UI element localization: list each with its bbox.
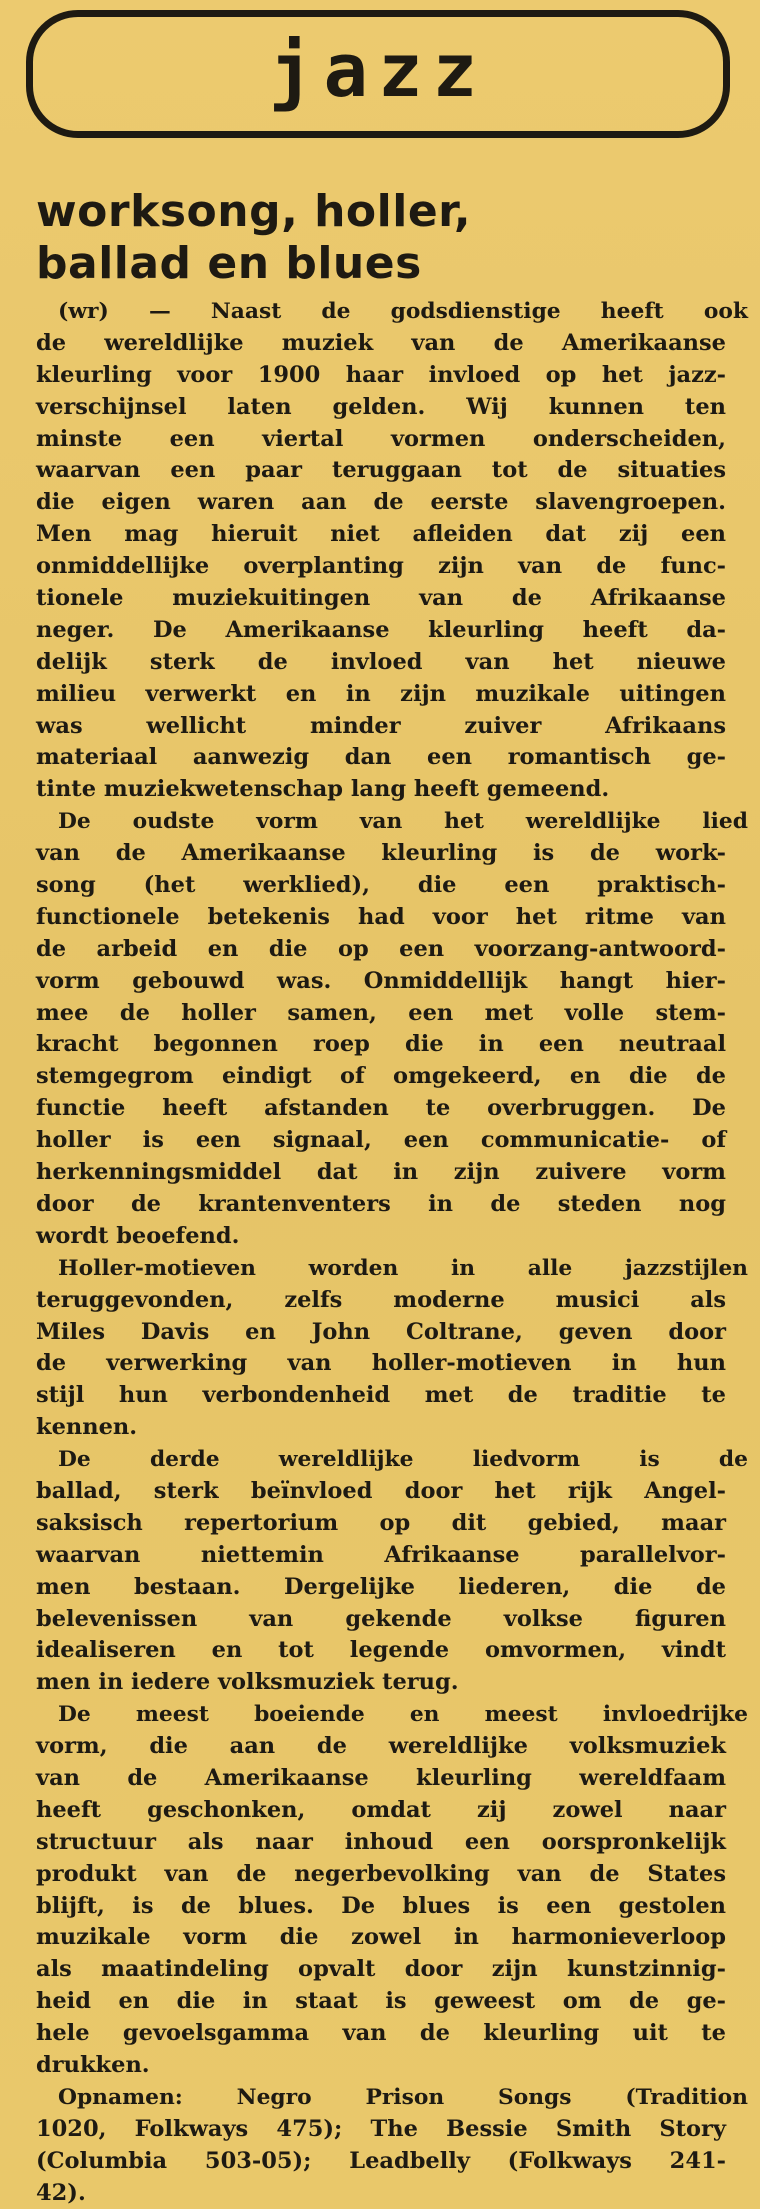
text-line: De oudste vorm van het wereldlijke lied <box>58 809 748 835</box>
text-line: De meest boeiende en meest invloedrijke <box>58 1702 748 1728</box>
text-line: muzikale vorm die zowel in harmonieverloop <box>36 1924 726 1951</box>
text-line: hele gevoelsgamma van de kleurling uit te <box>36 2020 726 2047</box>
text-line: functie heeft afstanden te overbruggen. De <box>36 1095 726 1122</box>
paragraph-5 <box>36 1699 748 2082</box>
text-line: vorm gebouwd was. Onmiddellijk hangt hier- <box>36 967 726 994</box>
text-line: kennen. <box>36 1414 138 1441</box>
text-line: waarvan niettemin Afrikaanse parallelvor- <box>36 1541 726 1568</box>
column-masthead <box>26 10 730 138</box>
text-line: belevenissen van gekende volkse figuren <box>36 1605 726 1632</box>
text-line: idealiseren en tot legende omvormen, vindt <box>36 1637 726 1664</box>
text-line: tinte muziekwetenschap lang heeft gemeend. <box>36 776 610 803</box>
text-line: mee de holler samen, een met volle stem- <box>36 999 726 1026</box>
paragraph-recordings <box>36 2082 748 2209</box>
headline-line: worksong, holler, <box>36 186 472 237</box>
text-line: milieu verwerkt en in zijn muzikale uitingen <box>36 680 726 707</box>
text-line: neger. De Amerikaanse kleurling heeft da- <box>36 616 726 643</box>
text-line: onmiddellijke overplanting zijn van de func- <box>36 553 726 580</box>
text-line: teruggevonden, zelfs moderne musici als <box>36 1286 726 1313</box>
text-line: song (het werklied), die een praktisch- <box>36 872 726 899</box>
text-line: wordt beoefend. <box>36 1222 240 1249</box>
text-line: was wellicht minder zuiver Afrikaans <box>36 712 726 739</box>
text-line: door de krantenventers in de steden nog <box>36 1190 726 1217</box>
text-line: waarvan een paar teruggaan tot de situaties <box>36 457 726 484</box>
text-line: stemgegrom eindigt of omgekeerd, en die de <box>36 1063 726 1090</box>
text-line: stijl hun verbondenheid met de traditie te <box>36 1382 726 1409</box>
text-line: saksisch repertorium op dit gebied, maar <box>36 1509 726 1536</box>
text-line: vorm, die aan de wereldlijke volksmuziek <box>36 1733 726 1760</box>
text-line: holler is een signaal, een communicatie- of <box>36 1127 726 1154</box>
text-line: men bestaan. Dergelijke liederen, die de <box>36 1573 726 1600</box>
text-line: kracht begonnen roep die in een neutraal <box>36 1031 726 1058</box>
text-line: produkt van de negerbevolking van de States <box>36 1860 726 1887</box>
text-line: functionele betekenis had voor het ritme van <box>36 903 726 930</box>
text-line: drukken. <box>36 2051 150 2078</box>
text-line: heeft geschonken, omdat zij zowel naar <box>36 1796 726 1823</box>
text-line: tionele muziekuitingen van de Afrikaanse <box>36 585 726 612</box>
article-body <box>36 296 748 2209</box>
text-line: heid en die in staat is geweest om de ge- <box>36 1988 726 2015</box>
text-line: delijk sterk de invloed van het nieuwe <box>36 648 726 675</box>
text-line: van de Amerikaanse kleurling wereldfaam <box>36 1764 726 1791</box>
text-line: ballad, sterk beïnvloed door het rijk Angel- <box>36 1477 726 1504</box>
headline-line: ballad en blues <box>36 238 422 289</box>
text-line: die eigen waren aan de eerste slavengroepen. <box>36 489 726 516</box>
text-line: men in iedere volksmuziek terug. <box>36 1669 459 1696</box>
text-line: Miles Davis en John Coltrane, geven door <box>36 1318 726 1345</box>
masthead-title: jazz <box>268 28 488 114</box>
text-line: kleurling voor 1900 haar invloed op het jazz- <box>36 361 726 388</box>
paragraph-1 <box>36 296 748 806</box>
paragraph-4 <box>36 1444 748 1699</box>
text-line: herkenningsmiddel dat in zijn zuivere vorm <box>36 1159 726 1186</box>
text-line: 1020, Folkways 475); The Bessie Smith Story <box>36 2115 726 2142</box>
text-line: als maatindeling opvalt door zijn kunstzinnig- <box>36 1956 726 1983</box>
paragraph-2 <box>36 806 748 1252</box>
text-line: de wereldlijke muziek van de Amerikaanse <box>36 329 726 356</box>
text-line: de arbeid en die op een voorzang-antwoord- <box>36 935 726 962</box>
text-line: Holler-motieven worden in alle jazzstijlen <box>58 1255 748 1281</box>
text-line: (wr) — Naast de godsdienstige heeft ook <box>58 299 748 324</box>
text-line: Opnamen: Negro Prison Songs (Tradition <box>58 2084 748 2110</box>
article-headline <box>36 186 716 290</box>
text-line: 42). <box>36 2179 86 2206</box>
text-line: materiaal aanwezig dan een romantisch ge- <box>36 744 726 771</box>
text-line: structuur als naar inhoud een oorspronkelijk <box>36 1828 726 1855</box>
text-line: minste een viertal vormen onderscheiden, <box>36 425 726 452</box>
text-line: De derde wereldlijke liedvorm is de <box>58 1447 748 1473</box>
text-line: de verwerking van holler-motieven in hun <box>36 1350 726 1377</box>
text-line: Men mag hieruit niet afleiden dat zij een <box>36 521 726 548</box>
text-line: blijft, is de blues. De blues is een gestolen <box>36 1892 726 1919</box>
paragraph-3 <box>36 1253 748 1444</box>
text-line: verschijnsel laten gelden. Wij kunnen ten <box>36 393 726 420</box>
text-line: (Columbia 503-05); Leadbelly (Folkways 241- <box>36 2147 726 2174</box>
text-line: van de Amerikaanse kleurling is de work- <box>36 840 726 867</box>
